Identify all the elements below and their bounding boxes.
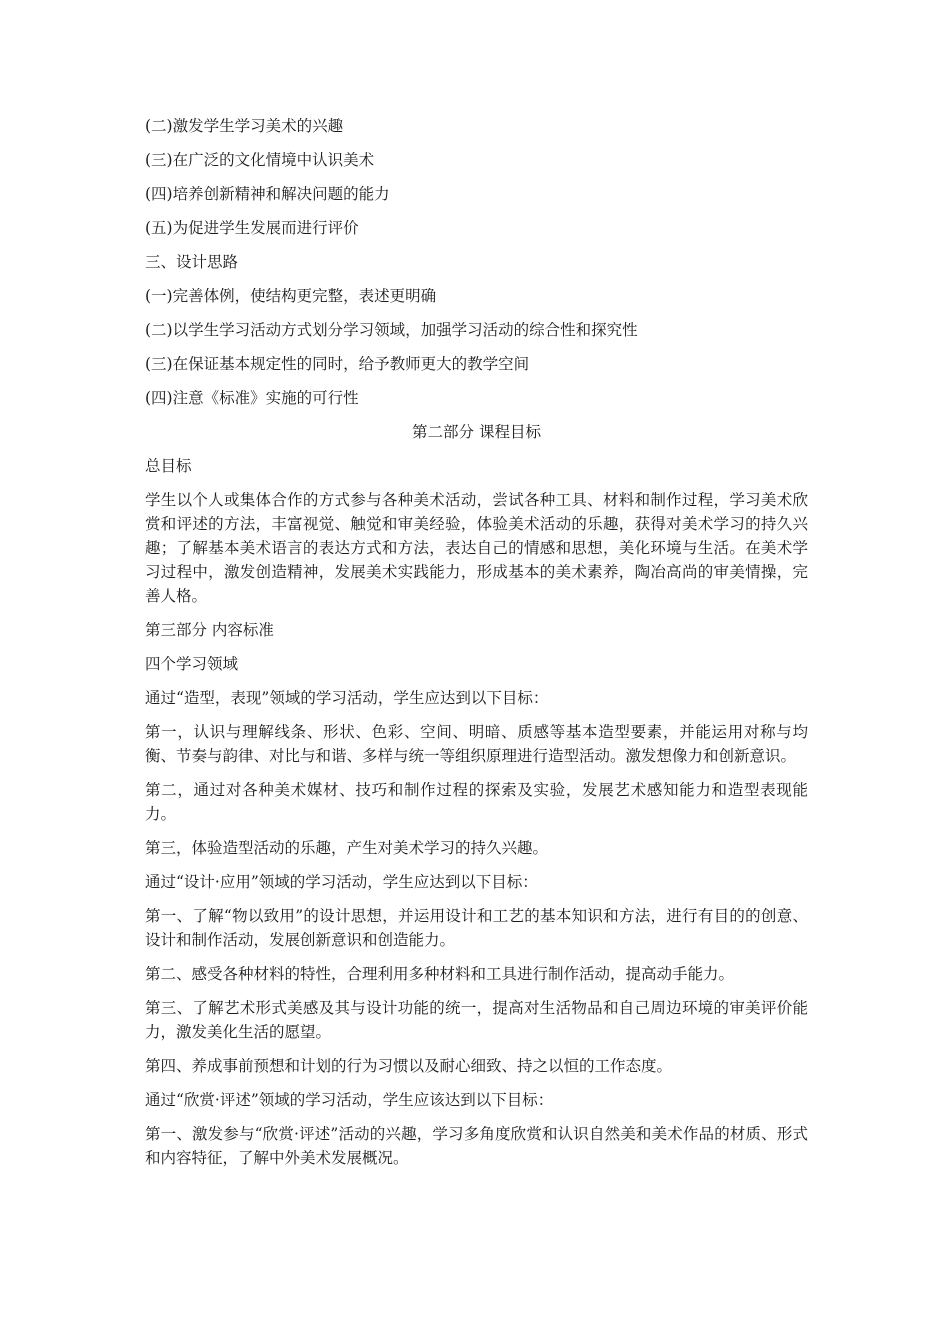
part-title-content-standards: 第三部分 内容标准 — [145, 621, 274, 639]
paragraph-design-1: 第一、了解“物以致用”的设计思想，并运用设计和工艺的基本知识和方法，进行有目的的创意、设计和制作活动，发展创新意识和创造能力。 — [145, 907, 808, 949]
list-item-design-3: (三)在保证基本规定性的同时，给予教师更大的教学空间 — [145, 355, 530, 373]
list-item-design-1: (一)完善体例，使结构更完整，表述更明确 — [145, 287, 437, 305]
list-item-design-2: (二)以学生学习活动方式划分学习领域，加强学习活动的综合性和探究性 — [145, 321, 638, 339]
paragraph-modeling-1: 第一，认识与理解线条、形状、色彩、空间、明暗、质感等基本造型要素，并能运用对称与均衡、节奏与韵律、对比与和谐、多样与统一等组织原理进行造型活动。激发想像力和创新意识。 — [145, 723, 808, 765]
section-heading-design-ideas: 三、设计思路 — [145, 253, 239, 271]
part-title-course-goals: 第二部分 课程目标 — [412, 423, 541, 441]
paragraph-appreciation-intro: 通过“欣赏·评述”领域的学习活动，学生应该达到以下目标： — [145, 1091, 554, 1109]
list-item-goal-2: (二)激发学生学习美术的兴趣 — [145, 117, 344, 135]
paragraph-modeling-2: 第二，通过对各种美术媒材、技巧和制作过程的探索及实验，发展艺术感知能力和造型表现能力。 — [145, 781, 808, 823]
paragraph-design-intro: 通过“设计·应用”领域的学习活动，学生应达到以下目标： — [145, 873, 538, 891]
list-item-design-4: (四)注意《标准》实施的可行性 — [145, 389, 359, 407]
paragraph-design-4: 第四、养成事前预想和计划的行为习惯以及耐心细致、持之以恒的工作态度。 — [145, 1057, 673, 1075]
list-item-goal-5: (五)为促进学生发展而进行评价 — [145, 219, 359, 237]
paragraph-appreciation-1: 第一、激发参与“欣赏·评述”活动的兴趣，学习多角度欣赏和认识自然美和美术作品的材质、形式和内容特征，了解中外美术发展概况。 — [145, 1125, 808, 1167]
paragraph-overall-goal: 学生以个人或集体合作的方式参与各种美术活动，尝试各种工具、材料和制作过程，学习美术欣赏和评述的方法，丰富视觉、触觉和审美经验，体验美术活动的乐趣，获得对美术学习的持久兴趣；了解基本美术语言的表达方式和方法，表达自己的情感和思想，美化环境与生活。在美术学习过程中，激发创造精神，发展美术实践能力，形成基本的美术素养，陶冶高尚的审美情操，完善人格。 — [145, 491, 808, 605]
document-body — [145, 114, 808, 1180]
paragraph-design-2: 第二、感受各种材料的特性，合理利用多种材料和工具进行制作活动，提高动手能力。 — [145, 965, 735, 983]
subheading-four-domains: 四个学习领域 — [145, 655, 239, 673]
paragraph-modeling-intro: 通过“造型，表现”领域的学习活动，学生应达到以下目标： — [145, 689, 549, 707]
list-item-goal-3: (三)在广泛的文化情境中认识美术 — [145, 151, 375, 169]
paragraph-modeling-3: 第三，体验造型活动的乐趣，产生对美术学习的持久兴趣。 — [145, 839, 549, 857]
paragraph-design-3: 第三、了解艺术形式美感及其与设计功能的统一，提高对生活物品和自己周边环境的审美评价能力，激发美化生活的愿望。 — [145, 999, 808, 1041]
subheading-overall-goal: 总目标 — [145, 457, 192, 475]
list-item-goal-4: (四)培养创新精神和解决问题的能力 — [145, 185, 390, 203]
